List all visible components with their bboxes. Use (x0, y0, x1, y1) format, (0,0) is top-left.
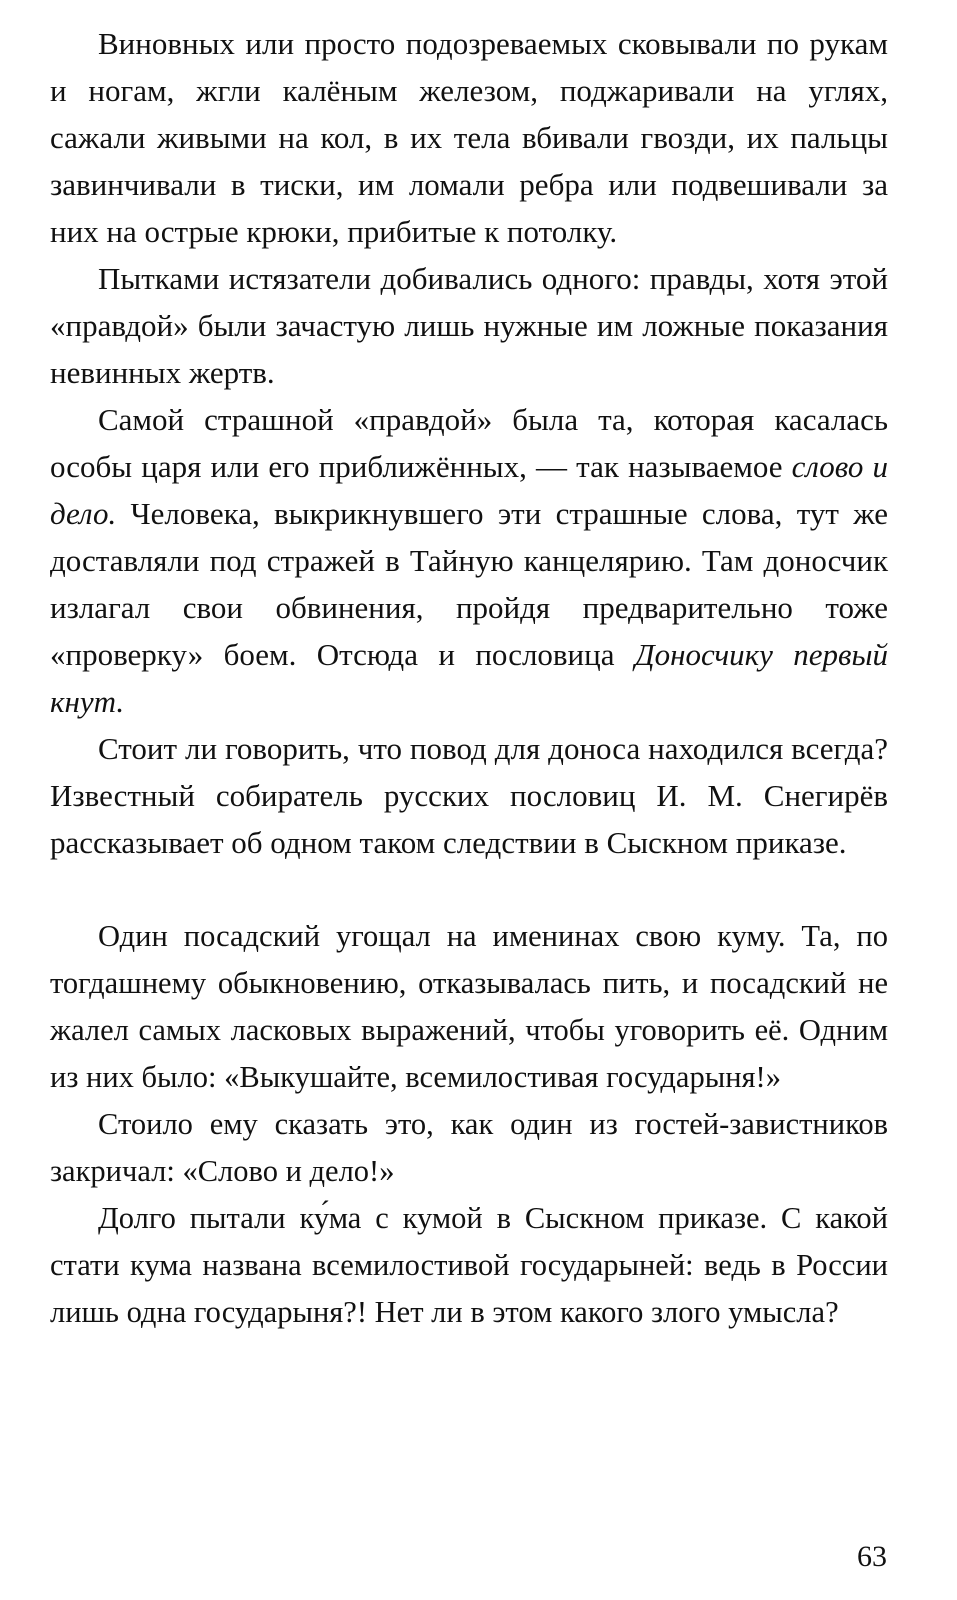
paragraph-text: Самой страшной «правдой» была та, которая касалась особы царя или его приближённых, — так называемое (50, 402, 888, 484)
story-block (50, 913, 888, 1336)
page-body (50, 20, 888, 1336)
italic-proverb: Доносчику первый кнут. (50, 637, 888, 719)
paragraph-snegirev: Стоит ли говорить, что повод для доноса находился всегда? Известный собиратель русских пословиц И. М. Снегирёв рассказывает об одном таком следствии в Сыскном приказе. (50, 731, 888, 860)
story-paragraph-1: Один посадский угощал на именинах свою куму. Та, по тогдашнему обыкновению, отказывалась пить, и посадский не жалел самых ласковых выражений, чтобы уговорить её. Одним из них было: «Выкушайте, всемилостивая государыня!» (50, 919, 888, 1094)
story-paragraph-2: Стоило ему сказать это, как один из гостей-завистников закричал: «Слово и дело!» (50, 1107, 888, 1188)
paragraph-torture: Виновных или просто подозреваемых сковывали по рукам и ногам, жгли калёным железом, поджаривали на углях, сажали живыми на кол, в их тела вбивали гвозди, их пальцы завинчивали в тиски, им ломали ребра или подвешивали за них на острые крюки, прибитые к потолку. (50, 26, 888, 249)
paragraph-word-and-deed (50, 396, 888, 725)
story-paragraph-3: Долго пытали ку́ма с кумой в Сыскном приказе. С какой стати кума названа всемилостивой государыней: ведь в России лишь одна государыня?! Нет ли в этом какого злого умысла? (50, 1201, 888, 1329)
paragraph-truth: Пытками истязатели добивались одного: правды, хотя этой «правдой» были зачастую лишь нужные им ложные показания невинных жертв. (50, 261, 888, 390)
section-gap (50, 866, 888, 913)
paragraph-text: Человека, выкрикнувшего эти страшные слова, тут же доставляли под стражей в Тайную канцелярию. Там доносчик излагал свои обвинения, пройдя предварительно тоже «проверку» боем. Отсюда и пословица (50, 496, 888, 672)
italic-term: слово и дело. (50, 449, 889, 531)
page-number: 63 (857, 1540, 887, 1573)
